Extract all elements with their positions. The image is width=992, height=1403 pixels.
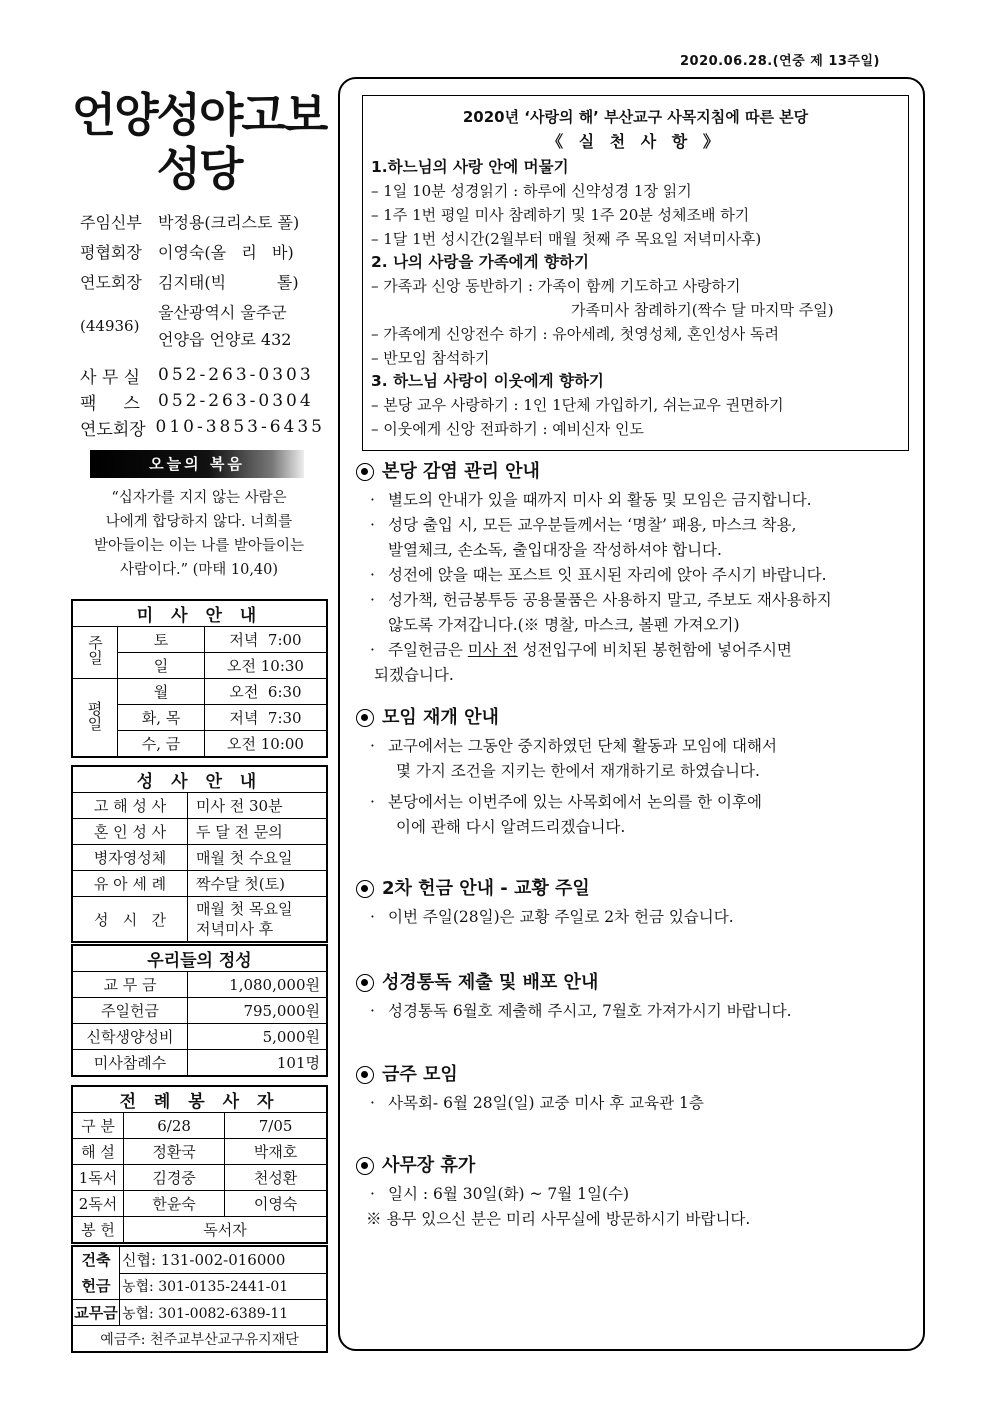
action-item: – 1주 1번 평일 미사 참례하기 및 1주 20분 성체조배 하기 <box>371 206 750 224</box>
bullet-icon <box>356 880 374 898</box>
offering-table <box>71 944 328 1077</box>
mass-time: 저녁 7:00 <box>205 627 328 653</box>
contact-label: 연도회장 <box>80 419 146 440</box>
mass-time: 오전 10:30 <box>205 653 328 679</box>
action-item: 가족미사 참례하기(짝수 달 마지막 주일) <box>571 301 834 319</box>
offering-name: 신학생양성비 <box>72 1024 188 1050</box>
server-name: 김경중 <box>124 1165 225 1191</box>
servers-table-title: 전 례 봉 사 자 <box>72 1086 327 1113</box>
address-line2: 언양읍 언양로 432 <box>158 330 292 349</box>
notice-title: 금주 모임 <box>382 1064 458 1085</box>
server-name: 한윤숙 <box>124 1191 225 1217</box>
weekend-label: 주일 <box>72 627 118 679</box>
parish-title <box>70 88 328 196</box>
action-item: – 반모임 참석하기 <box>371 349 490 367</box>
mass-time: 저녁 7:30 <box>205 705 328 731</box>
parish-title-line2: 성당 <box>156 142 242 196</box>
bulletin-date: 2020.06.28.(연중 제 13주일) <box>680 54 880 69</box>
sacrament-value: 매월 첫 목요일 저녁미사 후 <box>188 897 328 943</box>
notice-item: 별도의 안내가 있을 때까지 미사 외 활동 및 모임은 금지합니다. <box>388 491 812 509</box>
contact-label: 사 무 실 <box>80 367 141 388</box>
notice-title: 모임 재개 안내 <box>382 707 499 728</box>
action-heading: 2. 나의 사랑을 가족에게 향하기 <box>371 253 589 271</box>
notice-staff-leave: 사무장 휴가 · 일시 : 6월 30일(화) ~ 7월 1일(수) ※ 용무 있으신 분은 미리 사무실에 방문하시기 바랍니다. <box>356 1152 916 1232</box>
sacrament-table <box>71 765 328 943</box>
notice-title: 본당 감염 관리 안내 <box>382 461 540 482</box>
notice-item: 이에 관해 다시 알려드리겠습니다. <box>396 818 626 836</box>
underlined-text: 미사 전 <box>467 641 518 659</box>
server-role: 봉 헌 <box>72 1217 124 1244</box>
gospel-line: 받아들이는 이는 나를 받아들이는 <box>94 538 304 554</box>
notice-item: ※ 용무 있으신 분은 미리 사무실에 방문하시기 바랍니다. <box>366 1210 751 1228</box>
offering-value: 5,000원 <box>188 1024 328 1050</box>
servers-header: 6/28 <box>124 1113 225 1139</box>
notice-item: 이번 주일(28일)은 교황 주일로 2차 헌금 있습니다. <box>388 908 734 926</box>
notice-item: 일시 : 6월 30일(화) ~ 7월 1일(수) <box>388 1185 630 1203</box>
notice-title: 2차 헌금 안내 - 교황 주일 <box>382 878 590 899</box>
sacrament-value: 두 달 전 문의 <box>188 819 328 845</box>
mass-schedule-table <box>71 599 328 758</box>
mass-day: 토 <box>118 627 205 653</box>
account-number: 농협: 301-0082-6389-11 <box>120 1300 328 1326</box>
server-name: 정환국 <box>124 1139 225 1165</box>
notice-title: 성경통독 제출 및 배포 안내 <box>382 972 599 993</box>
sacrament-table-title: 성 사 안 내 <box>72 766 327 793</box>
contact-fax: 052-263-0304 <box>158 391 314 411</box>
notice-infection: 본당 감염 관리 안내 · 별도의 안내가 있을 때까지 미사 외 활동 및 모임은 금지합니다. · 성당 출입 시, 모든 교우분들께서는 ‘명찰’ 패용, 마스크 착용, 발열체크, 손소독, 출입대장을 작성하셔야 합니다. · 성전에 앉을 때는 포스트 잇 표시된 자리에 앉아 주시기 바랍니다. · 성가책, 헌금봉투등 공용물품은 사용하지 말고, 주보도 재사용하지 않도록 가져갑니다.(※ 명찰, 마스크, 볼펜 가져오기) · 주일헌금은 미사 전 성전입구에 비치된 봉헌함에 넣어주시면 되겠습니다. <box>356 458 916 688</box>
notice-weekly-meeting: 금주 모임 · 사목회- 6월 28일(일) 교중 미사 후 교육관 1층 <box>356 1061 916 1116</box>
offering-table-title: 우리들의 정성 <box>72 945 327 972</box>
sacrament-name: 혼 인 성 사 <box>72 819 188 845</box>
mass-table-title: 미 사 안 내 <box>72 600 327 627</box>
server-name: 박재호 <box>225 1139 327 1165</box>
notice-item: 성당 출입 시, 모든 교우분들께서는 ‘명찰’ 패용, 마스크 착용, <box>388 516 797 534</box>
staff-row <box>80 206 325 236</box>
notice-item: 성경통독 6월호 제출해 주시고, 7월호 가져가시기 바랍니다. <box>388 1002 792 1020</box>
bullet-icon <box>356 709 374 727</box>
bullet-icon <box>356 974 374 992</box>
server-name: 이영숙 <box>225 1191 327 1217</box>
sacrament-value: 매월 첫 수요일 <box>188 845 328 871</box>
parish-info <box>80 206 325 440</box>
notice-bible-reading: 성경통독 제출 및 배포 안내 · 성경통독 6월호 제출해 주시고, 7월호 가져가시기 바랍니다. <box>356 969 916 1024</box>
weekday-label: 평일 <box>72 679 118 758</box>
action-heading: 3. 하느님 사랑이 이웃에게 향하기 <box>371 372 604 390</box>
server-name: 천성환 <box>225 1165 327 1191</box>
staff-name: 이영숙(올 리 바) <box>158 242 294 262</box>
bullet-icon <box>356 1066 374 1084</box>
liturgy-servers-table <box>71 1085 328 1244</box>
server-role: 해 설 <box>72 1139 124 1165</box>
staff-role: 평협회장 <box>80 242 142 262</box>
mass-time: 오전 6:30 <box>205 679 328 705</box>
account-holder: 예금주: 천주교부산교구유지재단 <box>72 1326 327 1353</box>
staff-name: 박정용(크리스토 폴) <box>158 212 300 232</box>
offering-value: 101명 <box>188 1050 328 1077</box>
servers-header: 7/05 <box>225 1113 327 1139</box>
action-heading: 1.하느님의 사랑 안에 머물기 <box>371 158 569 176</box>
gospel-header: 오늘의 복음 <box>90 450 304 478</box>
address-line1: 울산광역시 울주군 <box>158 303 287 322</box>
server-role: 1독서 <box>72 1165 124 1191</box>
staff-name: 김지태(빅 톨) <box>158 272 299 292</box>
parish-title-line1: 언양성야고보 <box>71 88 327 142</box>
staff-role: 연도회장 <box>80 272 142 292</box>
bank-account-table <box>71 1245 328 1353</box>
mass-day: 일 <box>118 653 205 679</box>
offering-value: 1,080,000원 <box>188 972 328 998</box>
notice-item: 성가책, 헌금봉투등 공용물품은 사용하지 말고, 주보도 재사용하지 <box>388 591 832 609</box>
mass-day: 월 <box>118 679 205 705</box>
notice-item: 본당에서는 이번주에 있는 사목회에서 논의를 한 이후에 <box>388 793 762 811</box>
staff-row <box>80 236 325 266</box>
gospel-line: 나에게 합당하지 않다. 너희를 <box>105 514 293 530</box>
action-subtitle: 《 실 천 사 항 》 <box>547 132 724 151</box>
mass-day: 수, 금 <box>118 731 205 758</box>
notice-title: 사무장 휴가 <box>382 1155 476 1176</box>
notice-item: 않도록 가져갑니다.(※ 명찰, 마스크, 볼펜 가져오기) <box>388 616 740 634</box>
account-number: 신협: 131-002-016000 <box>120 1246 328 1273</box>
offering-name: 교 무 금 <box>72 972 188 998</box>
sacrament-name: 성 시 간 <box>72 897 188 943</box>
gospel-line: “십자가를 지지 않는 사람은 <box>111 490 287 506</box>
action-title: 2020년 ‘사랑의 해’ 부산교구 사목지침에 따른 본당 <box>462 108 809 126</box>
notice-item: 성전에 앉을 때는 포스트 잇 표시된 자리에 앉아 주시기 바랍니다. <box>388 566 827 584</box>
contact-phone: 010-3853-6435 <box>155 417 325 437</box>
action-item: – 이웃에게 신앙 전파하기 : 예비신자 인도 <box>371 420 645 438</box>
gospel-line: 사람이다.” (마태 10,40) <box>119 562 279 578</box>
notice-item: 사목회- 6월 28일(일) 교중 미사 후 교육관 1층 <box>388 1094 704 1112</box>
action-item: – 1일 10분 성경읽기 : 하루에 신약성경 1장 읽기 <box>371 182 692 200</box>
notice-item: 발열체크, 손소독, 출입대장을 작성하셔야 합니다. <box>388 541 722 559</box>
gospel-text <box>76 486 322 582</box>
bullet-icon <box>356 463 374 481</box>
sacrament-name: 유 아 세 례 <box>72 871 188 897</box>
building-fund-label: 건축 헌금 <box>72 1246 120 1300</box>
zip-code: (44936) <box>80 317 140 335</box>
contact-phone: 052-263-0303 <box>158 365 314 385</box>
action-item: – 1달 1번 성시간(2월부터 매월 첫째 주 목요일 저녁미사후) <box>371 230 762 248</box>
address <box>80 298 325 354</box>
offering-name: 미사참례수 <box>72 1050 188 1077</box>
notice-meeting-resume: 모임 재개 안내 · 교구에서는 그동안 중지하였던 단체 활동과 모임에 대해서 몇 가지 조건을 지키는 한에서 재개하기로 하였습니다. · 본당에서는 이번주에 있는 사목회에서 논의를 한 이후에 이에 관해 다시 알려드리겠습니다. <box>356 704 916 840</box>
contact-label: 팩 스 <box>80 393 140 414</box>
action-item: – 본당 교우 사랑하기 : 1인 1단체 가입하기, 쉬는교우 권면하기 <box>371 396 784 414</box>
servers-header: 구 분 <box>72 1113 124 1139</box>
sacrament-name: 병자영성체 <box>72 845 188 871</box>
server-name: 독서자 <box>124 1217 328 1244</box>
contacts <box>80 362 325 440</box>
bullet-icon <box>356 1157 374 1175</box>
offering-name: 주일헌금 <box>72 998 188 1024</box>
action-item: – 가족에게 신앙전수 하기 : 유아세례, 첫영성체, 혼인성사 독려 <box>371 325 779 343</box>
notice-second-collection: 2차 헌금 안내 - 교황 주일 · 이번 주일(28일)은 교황 주일로 2차 헌금 있습니다. <box>356 875 916 930</box>
action-item: – 가족과 신앙 동반하기 : 가족이 함께 기도하고 사랑하기 <box>371 277 741 295</box>
tithe-label: 교무금 <box>72 1300 120 1326</box>
action-items-box <box>362 95 909 451</box>
sacrament-value: 미사 전 30분 <box>188 793 328 819</box>
staff-role: 주임신부 <box>80 212 142 232</box>
notice-item: 교구에서는 그동안 중지하였던 단체 활동과 모임에 대해서 <box>388 737 777 755</box>
offering-value: 795,000원 <box>188 998 328 1024</box>
notice-item: 몇 가지 조건을 지키는 한에서 재개하기로 하였습니다. <box>396 762 760 780</box>
sacrament-name: 고 해 성 사 <box>72 793 188 819</box>
notice-item: 되겠습니다. <box>374 666 454 684</box>
server-role: 2독서 <box>72 1191 124 1217</box>
sacrament-value: 짝수달 첫(토) <box>188 871 328 897</box>
staff-row <box>80 266 325 296</box>
mass-time: 오전 10:00 <box>205 731 328 758</box>
mass-day: 화, 목 <box>118 705 205 731</box>
account-number: 농협: 301-0135-2441-01 <box>120 1273 328 1300</box>
